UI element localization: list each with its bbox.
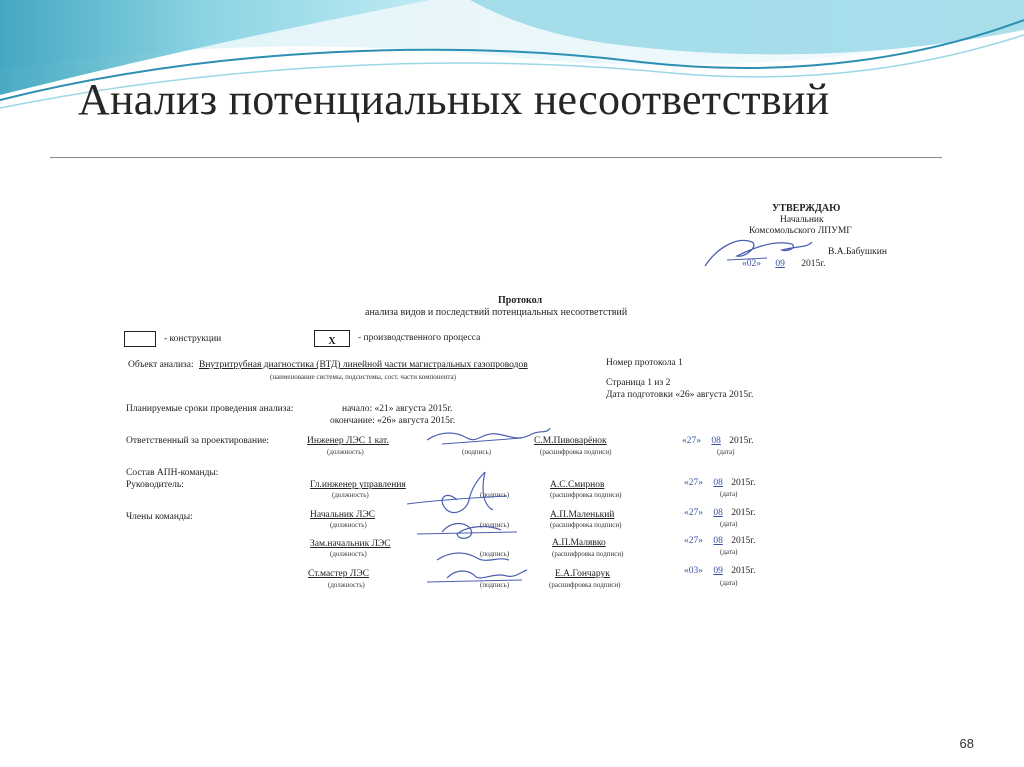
approval-position: Начальник — [780, 215, 824, 225]
team-row-year: 2015г. — [731, 536, 756, 546]
team-row-date-caption: (дата) — [720, 548, 738, 556]
responsible-label: Ответственный за проектирование: — [126, 436, 270, 446]
team-row-position-caption: (должность) — [330, 550, 367, 558]
team-row-name: Е.А.Гончарук — [555, 569, 610, 579]
team-signatures — [397, 460, 537, 590]
object-label: Объект анализа: — [128, 360, 194, 370]
team-row-month: 08 — [713, 478, 723, 488]
team-row-name: А.П.Маленький — [550, 510, 615, 520]
object-line — [128, 360, 528, 370]
team-row-position: Гл.инженер управления — [310, 480, 406, 490]
team-row-day: «03» — [684, 566, 703, 576]
responsible-date-caption: (дата) — [717, 448, 735, 456]
checkbox-production-mark: Х — [328, 336, 336, 347]
responsible-name: С.М.Пивоварёнок — [534, 436, 607, 446]
checkbox-production — [314, 330, 350, 347]
approval-date-day: «02» — [742, 259, 761, 269]
team-row-month: 08 — [713, 536, 723, 546]
schedule-start: начало: «21» августа 2015г. — [342, 404, 453, 414]
team-row-name-caption: (расшифровка подписи) — [550, 521, 622, 529]
team-row-date — [684, 566, 755, 576]
protocol-number: Номер протокола 1 — [606, 358, 683, 368]
responsible-position: Инженер ЛЭС 1 кат. — [307, 436, 389, 446]
team-row-position-caption: (должность) — [330, 521, 367, 529]
team-row-day: «27» — [684, 536, 703, 546]
team-row-name-caption: (расшифровка подписи) — [552, 550, 624, 558]
team-row-date-caption: (дата) — [720, 520, 738, 528]
responsible-signature — [422, 422, 552, 452]
team-row-date-caption: (дата) — [720, 579, 738, 587]
responsible-date-day: «27» — [682, 436, 701, 446]
responsible-position-caption: (должность) — [327, 448, 364, 456]
responsible-sign-caption: (подпись) — [462, 448, 492, 456]
checkbox-construction-label: - конструкции — [164, 334, 222, 344]
team-row-day: «27» — [684, 478, 703, 488]
team-row-name-caption: (расшифровка подписи) — [550, 491, 622, 499]
approval-org: Комсомольского ЛПУМГ — [749, 226, 852, 236]
team-row-date — [684, 478, 755, 488]
team-row-sign-caption: (подпись) — [480, 521, 510, 529]
team-row-month: 08 — [713, 508, 723, 518]
responsible-date — [682, 436, 753, 446]
team-row-name: А.С.Смирнов — [550, 480, 605, 490]
protocol-subtitle: анализа видов и последствий потенциальных несоответствий — [365, 307, 628, 318]
responsible-date-year: 2015г. — [729, 436, 754, 446]
approval-name: В.А.Бабушкин — [828, 247, 887, 257]
team-row-name-caption: (расшифровка подписи) — [549, 581, 621, 589]
schedule-label: Планируемые сроки проведения анализа: — [126, 404, 294, 414]
team-row-month: 09 — [713, 566, 723, 576]
team-row-position: Зам.начальник ЛЭС — [310, 539, 391, 549]
checkbox-production-label: - производственного процесса — [358, 333, 481, 343]
team-leader-label: Руководитель: — [126, 480, 184, 490]
checkbox-construction — [124, 331, 156, 347]
approval-date-month: 09 — [775, 259, 785, 269]
responsible-date-month: 08 — [711, 436, 721, 446]
protocol-prep-date: Дата подготовки «26» августа 2015г. — [606, 390, 754, 400]
approval-heading: УТВЕРЖДАЮ — [772, 203, 841, 214]
team-row-year: 2015г. — [731, 566, 756, 576]
team-row-position-caption: (должность) — [328, 581, 365, 589]
team-row-sign-caption: (подпись) — [480, 550, 510, 558]
protocol-page: Страница 1 из 2 — [606, 378, 671, 388]
team-members-label: Члены команды: — [126, 512, 193, 522]
schedule-end: окончание: «26» августа 2015г. — [330, 416, 456, 426]
protocol-title: Протокол — [498, 295, 543, 306]
approval-signature — [697, 228, 817, 273]
team-row-position: Ст.мастер ЛЭС — [308, 569, 369, 579]
object-caption: (наименование системы, подсистемы, сост. части компонента) — [270, 373, 456, 381]
team-row-date — [684, 508, 755, 518]
team-row-year: 2015г. — [731, 478, 756, 488]
team-row-year: 2015г. — [731, 508, 756, 518]
team-row-sign-caption: (подпись) — [480, 581, 510, 589]
responsible-name-caption: (расшифровка подписи) — [540, 448, 612, 456]
team-row-sign-caption: (подпись) — [480, 491, 510, 499]
team-row-position-caption: (должность) — [332, 491, 369, 499]
approval-date-year: 2015г. — [801, 259, 826, 269]
team-row-name: А.П.Малявко — [552, 538, 606, 548]
page-number: 68 — [959, 736, 974, 751]
team-row-day: «27» — [684, 508, 703, 518]
object-value: Внутритрубная диагностика (ВТД) линейной части магистральных газопроводов — [199, 360, 528, 370]
team-label: Состав АПН-команды: — [126, 468, 219, 478]
team-row-date-caption: (дата) — [720, 490, 738, 498]
title-divider — [50, 157, 942, 158]
team-row-position: Начальник ЛЭС — [310, 510, 376, 520]
scanned-protocol-document — [52, 160, 940, 694]
slide-title: Анализ потенциальных несоответствий — [78, 75, 830, 124]
team-row-date — [684, 536, 755, 546]
